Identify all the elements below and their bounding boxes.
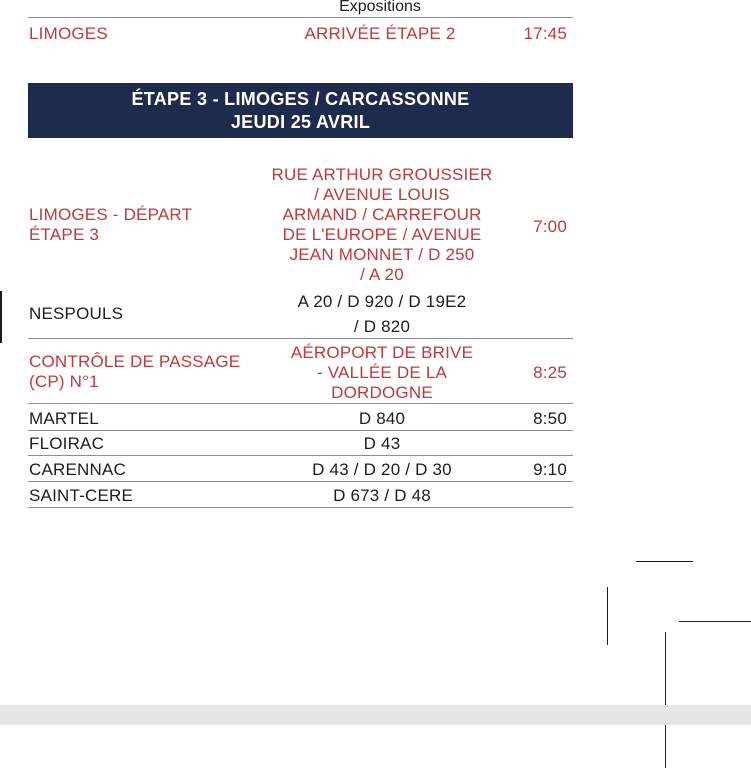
crop-mark <box>607 587 608 645</box>
row-place: CONTRÔLE DE PASSAGE (CP) N°1 <box>29 352 241 391</box>
row-place: SAINT-CERE <box>29 486 134 505</box>
row-place: MARTEL <box>29 409 99 428</box>
row-place: NESPOULS <box>29 304 124 323</box>
divider <box>28 455 573 456</box>
divider <box>28 507 573 508</box>
row-place: LIMOGES - DÉPART ÉTAPE 3 <box>29 205 193 244</box>
footer-band <box>0 705 751 725</box>
row-time: 8:25 <box>533 363 567 382</box>
row-route: D 43 / D 20 / D 30 <box>312 460 452 479</box>
crop-mark <box>665 632 666 768</box>
row-route: D 673 / D 48 <box>333 486 431 505</box>
time-arrivee: 17:45 <box>523 24 567 43</box>
row-place: FLOIRAC <box>29 434 105 453</box>
divider <box>28 481 573 482</box>
stage-banner <box>28 83 573 138</box>
row-route: D 43 <box>363 434 401 453</box>
row-route: AÉROPORT DE BRIVE - VALLÉE DE LA DORDOGNE <box>290 343 474 402</box>
divider <box>28 430 573 431</box>
row-route: D 840 <box>358 409 406 428</box>
row-time: 8:50 <box>533 409 567 428</box>
divider <box>28 17 573 18</box>
event-arrivee-etape-2: ARRIVÉE ÉTAPE 2 <box>304 24 456 43</box>
crop-mark <box>679 621 751 622</box>
section-label-expositions: Expositions <box>339 0 421 15</box>
row-time: 9:10 <box>533 460 567 479</box>
divider <box>28 338 573 339</box>
row-time: 7:00 <box>533 217 567 236</box>
row-route: RUE ARTHUR GROUSSIER / AVENUE LOUIS ARMAND / CARREFOUR DE L'EUROPE / AVENUE JEAN MONNET / D 250 / A 20 <box>271 165 493 284</box>
row-place: CARENNAC <box>29 460 127 479</box>
stage-title: ÉTAPE 3 - LIMOGES / CARCASSONNE <box>131 89 470 109</box>
edge-mark <box>0 291 2 343</box>
crop-mark <box>636 561 693 562</box>
stage-date: JEUDI 25 AVRIL <box>230 112 371 132</box>
city-limoges: LIMOGES <box>29 24 108 43</box>
divider <box>28 403 573 404</box>
row-route: A 20 / D 920 / D 19E2 / D 820 <box>297 292 467 336</box>
